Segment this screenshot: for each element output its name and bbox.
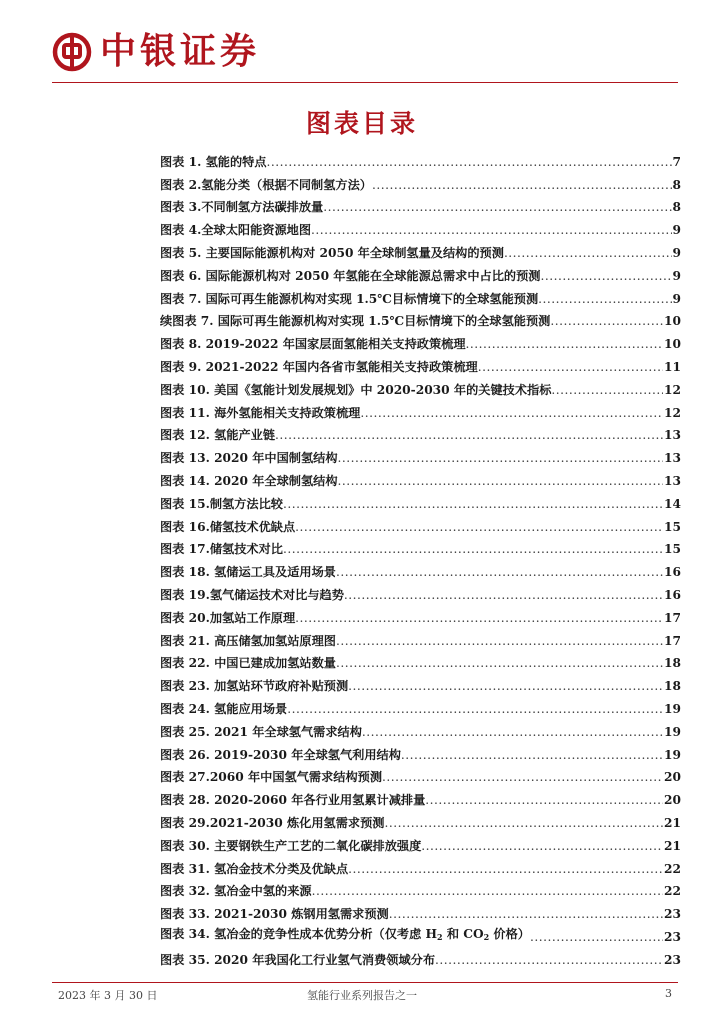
- toc-entry-label: 图表 16.储氢技术优缺点: [160, 519, 296, 534]
- toc-entry[interactable]: [160, 784, 681, 807]
- toc-entry[interactable]: [160, 169, 681, 192]
- toc-dot-leader: [311, 223, 671, 237]
- toc-entry-label: 图表 19.氢气储运技术对比与趋势: [160, 587, 344, 602]
- toc-entry-label: 图表 22. 中国已建成加氢站数量: [160, 656, 336, 671]
- toc-list: [160, 146, 681, 967]
- toc-dot-leader: [538, 292, 671, 306]
- toc-entry-label: 图表 35. 2020 年我国化工行业氢气消费领域分布: [160, 952, 436, 967]
- toc-entry-page: 15: [664, 542, 681, 557]
- toc-dot-leader: [348, 862, 663, 876]
- toc-entry-label: 图表 32. 氢冶金中氢的来源: [160, 884, 312, 899]
- toc-entry-label: 图表 23. 加氢站环节政府补贴预测: [160, 679, 349, 694]
- toc-entry-label-subscript: 2: [483, 931, 490, 942]
- toc-entry-page: 22: [664, 884, 681, 899]
- header: [52, 30, 260, 74]
- toc-entry[interactable]: [160, 442, 681, 465]
- toc-entry-page: 12: [664, 405, 681, 420]
- toc-dot-leader: [283, 542, 663, 556]
- toc-entry-page: 21: [664, 815, 681, 830]
- footer-date: 2023 年 3 月 30 日: [58, 989, 158, 1002]
- toc-entry-label: 图表 3.不同制氢方法碳排放量: [160, 200, 324, 215]
- toc-entry[interactable]: [160, 670, 681, 693]
- toc-entry[interactable]: [160, 579, 681, 602]
- toc-entry-page: 19: [664, 747, 681, 762]
- toc-entry[interactable]: [160, 465, 681, 488]
- toc-entry-label: 图表 25. 2021 年全球氢气需求结构: [160, 724, 362, 739]
- toc-dot-leader: [348, 679, 663, 693]
- toc-entry-page: 20: [664, 793, 681, 808]
- toc-entry[interactable]: [160, 260, 681, 283]
- toc-entry-label-part: 价格）: [489, 926, 530, 941]
- toc-entry-label: 图表 31. 氢冶金技术分类及优缺点: [160, 861, 349, 876]
- toc-dot-leader: [466, 337, 663, 351]
- toc-dot-leader: [336, 565, 663, 579]
- toc-entry-label: 图表 30. 主要钢铁生产工艺的二氧化碳排放强度: [160, 838, 422, 853]
- toc-entry-label: 图表 33. 2021-2030 炼钢用氢需求预测: [160, 907, 389, 922]
- toc-dot-leader: [295, 520, 663, 534]
- toc-dot-leader: [530, 930, 663, 944]
- toc-entry-label: 图表 1. 氢能的特点: [160, 154, 267, 169]
- toc-dot-leader: [425, 793, 663, 807]
- toc-entry-page: 17: [664, 633, 681, 648]
- toc-entry-page: 19: [664, 724, 681, 739]
- page-title: 图表目录: [305, 109, 418, 138]
- toc-entry[interactable]: [160, 762, 681, 785]
- toc-entry[interactable]: [160, 351, 681, 374]
- toc-entry-page: 8: [672, 177, 681, 192]
- toc-entry[interactable]: [160, 602, 681, 625]
- toc-entry-page: 22: [664, 861, 681, 876]
- toc-dot-leader: [287, 702, 663, 716]
- toc-entry-page: 13: [664, 428, 681, 443]
- toc-dot-leader: [360, 406, 663, 420]
- toc-entry-label-subscript: 2: [437, 931, 443, 942]
- toc-entry-page: 10: [664, 337, 681, 352]
- toc-entry-label: 图表 12. 氢能产业链: [160, 428, 276, 443]
- toc-dot-leader: [384, 816, 663, 830]
- toc-entry[interactable]: [160, 693, 681, 716]
- toc-entry-label: 图表 9. 2021-2022 年国内各省市氢能相关支持政策梳理: [160, 359, 478, 374]
- toc-entry-label: 图表 26. 2019-2030 年全球氢气利用结构: [160, 747, 401, 762]
- toc-dot-leader: [478, 360, 663, 374]
- toc-entry-label: 图表 27.2060 年中国氢气需求结构预测: [160, 770, 383, 785]
- toc-entry-label: 图表 18. 氢储运工具及适用场景: [160, 565, 336, 580]
- toc-entry[interactable]: [160, 898, 681, 921]
- toc-entry-page: 23: [664, 952, 681, 967]
- toc-entry-label: 图表 28. 2020-2060 年各行业用氢累计减排量: [160, 793, 426, 808]
- toc-dot-leader: [336, 634, 663, 648]
- toc-entry-label: 图表 8. 2019-2022 年国家层面氢能相关支持政策梳理: [160, 337, 466, 352]
- toc-entry[interactable]: [160, 511, 681, 534]
- toc-entry[interactable]: [160, 625, 681, 648]
- toc-entry-label-part: 图表 34. 氢冶金的竞争性成本优势分析（仅考虑 H: [160, 926, 438, 941]
- toc-entry[interactable]: [160, 192, 681, 215]
- toc-entry[interactable]: [160, 739, 681, 762]
- toc-entry-page: 13: [664, 451, 681, 466]
- footer-report-name: 氢能行业系列报告之一: [307, 989, 417, 1002]
- toc-dot-leader: [295, 611, 663, 625]
- toc-dot-leader: [550, 314, 663, 328]
- toc-entry[interactable]: [160, 534, 681, 557]
- toc-dot-leader: [401, 748, 663, 762]
- toc-entry-page: 19: [664, 701, 681, 716]
- toc-entry-label: 图表 15.制氢方法比较: [160, 496, 283, 511]
- toc-dot-leader: [338, 451, 663, 465]
- toc-entry-page: 16: [664, 565, 681, 580]
- toc-entry[interactable]: [160, 853, 681, 876]
- toc-entry-page: 7: [672, 154, 681, 169]
- toc-entry-label: 图表 7. 国际可再生能源机构对实现 1.5℃目标情境下的全球氢能预测: [160, 291, 539, 306]
- toc-entry-page: 12: [664, 382, 681, 397]
- toc-entry[interactable]: [160, 420, 681, 443]
- toc-entry[interactable]: [160, 306, 681, 329]
- toc-entry[interactable]: [160, 716, 681, 739]
- toc-entry[interactable]: [160, 648, 681, 671]
- toc-dot-leader: [336, 656, 663, 670]
- toc-entry[interactable]: [160, 921, 681, 944]
- toc-entry-page: 23: [664, 907, 681, 922]
- toc-entry[interactable]: [160, 237, 681, 260]
- toc-entry-label: 图表 2.氢能分类（根据不同制氢方法）: [160, 177, 372, 192]
- toc-dot-leader: [323, 200, 671, 214]
- toc-entry-label: 图表 6. 国际能源机构对 2050 年氢能在全球能源总需求中占比的预测: [160, 268, 541, 283]
- toc-entry-label: 图表 10. 美国《氢能计划发展规划》中 2020-2030 年的关键技术指标: [160, 382, 552, 397]
- toc-dot-leader: [421, 839, 663, 853]
- toc-entry[interactable]: [160, 214, 681, 237]
- toc-dot-leader: [344, 588, 663, 602]
- toc-entry[interactable]: [160, 374, 681, 397]
- toc-entry[interactable]: [160, 830, 681, 853]
- toc-entry[interactable]: [160, 876, 681, 899]
- toc-dot-leader: [551, 383, 663, 397]
- toc-dot-leader: [338, 474, 663, 488]
- toc-entry-page: 18: [664, 656, 681, 671]
- toc-entry-label: 图表 21. 高压储氢加氢站原理图: [160, 633, 336, 648]
- toc-entry-page: 9: [672, 268, 681, 283]
- toc-entry-label-part: 和 CO: [442, 926, 484, 941]
- toc-entry[interactable]: [160, 328, 681, 351]
- toc-entry[interactable]: [160, 556, 681, 579]
- header-divider: [52, 82, 678, 83]
- toc-entry-page: 23: [664, 929, 681, 944]
- toc-entry-label: 图表 14. 2020 年全球制氢结构: [160, 473, 338, 488]
- toc-entry-page: 20: [664, 770, 681, 785]
- toc-dot-leader: [435, 953, 663, 967]
- toc-entry-label: 图表 11. 海外氢能相关支持政策梳理: [160, 405, 361, 420]
- toc-entry-page: 21: [664, 838, 681, 853]
- toc-entry-label: 图表 24. 氢能应用场景: [160, 701, 288, 716]
- toc-dot-leader: [275, 428, 663, 442]
- toc-entry-page: 16: [664, 587, 681, 602]
- footer-page-number: 3: [665, 987, 672, 1000]
- toc-dot-leader: [372, 178, 672, 192]
- toc-entry-page: 9: [672, 223, 681, 238]
- toc-entry[interactable]: [160, 488, 681, 511]
- toc-dot-leader: [267, 155, 672, 169]
- toc-entry-page: 9: [672, 291, 681, 306]
- toc-entry-label: 图表 13. 2020 年中国制氢结构: [160, 451, 338, 466]
- toc-entry-page: 14: [664, 496, 681, 511]
- toc-dot-leader: [504, 246, 672, 260]
- toc-entry-page: 9: [672, 245, 681, 260]
- toc-entry-page: 11: [664, 359, 681, 374]
- toc-entry-page: 8: [672, 200, 681, 215]
- toc-entry-page: 10: [664, 314, 681, 329]
- toc-dot-leader: [389, 907, 663, 921]
- toc-entry-page: 13: [664, 473, 681, 488]
- bank-of-china-logo-icon: [52, 32, 92, 72]
- toc-entry[interactable]: [160, 944, 681, 967]
- toc-entry-label: 图表 5. 主要国际能源机构对 2050 年全球制氢量及结构的预测: [160, 245, 504, 260]
- toc-entry-label: 图表 4.全球太阳能资源地图: [160, 223, 312, 238]
- toc-dot-leader: [312, 884, 663, 898]
- toc-dot-leader: [283, 497, 663, 511]
- toc-entry-label: 图表 29.2021-2030 炼化用氢需求预测: [160, 815, 385, 830]
- toc-dot-leader: [382, 770, 663, 784]
- toc-entry[interactable]: [160, 283, 681, 306]
- toc-entry-label: 续图表 7. 国际可再生能源机构对实现 1.5℃目标情境下的全球氢能预测: [160, 314, 551, 329]
- toc-entry-page: 15: [664, 519, 681, 534]
- toc-dot-leader: [362, 725, 663, 739]
- toc-entry-page: 17: [664, 610, 681, 625]
- toc-entry[interactable]: [160, 397, 681, 420]
- toc-dot-leader: [541, 269, 672, 283]
- brand-name: 中银证券: [100, 31, 261, 72]
- toc-entry[interactable]: [160, 146, 681, 169]
- toc-entry-label: 图表 20.加氢站工作原理: [160, 610, 296, 625]
- toc-entry-page: 18: [664, 679, 681, 694]
- toc-entry[interactable]: [160, 807, 681, 830]
- toc-entry-label: 图表 17.储氢技术对比: [160, 542, 283, 557]
- footer-divider: [52, 982, 678, 983]
- toc-entry-label: [160, 927, 530, 944]
